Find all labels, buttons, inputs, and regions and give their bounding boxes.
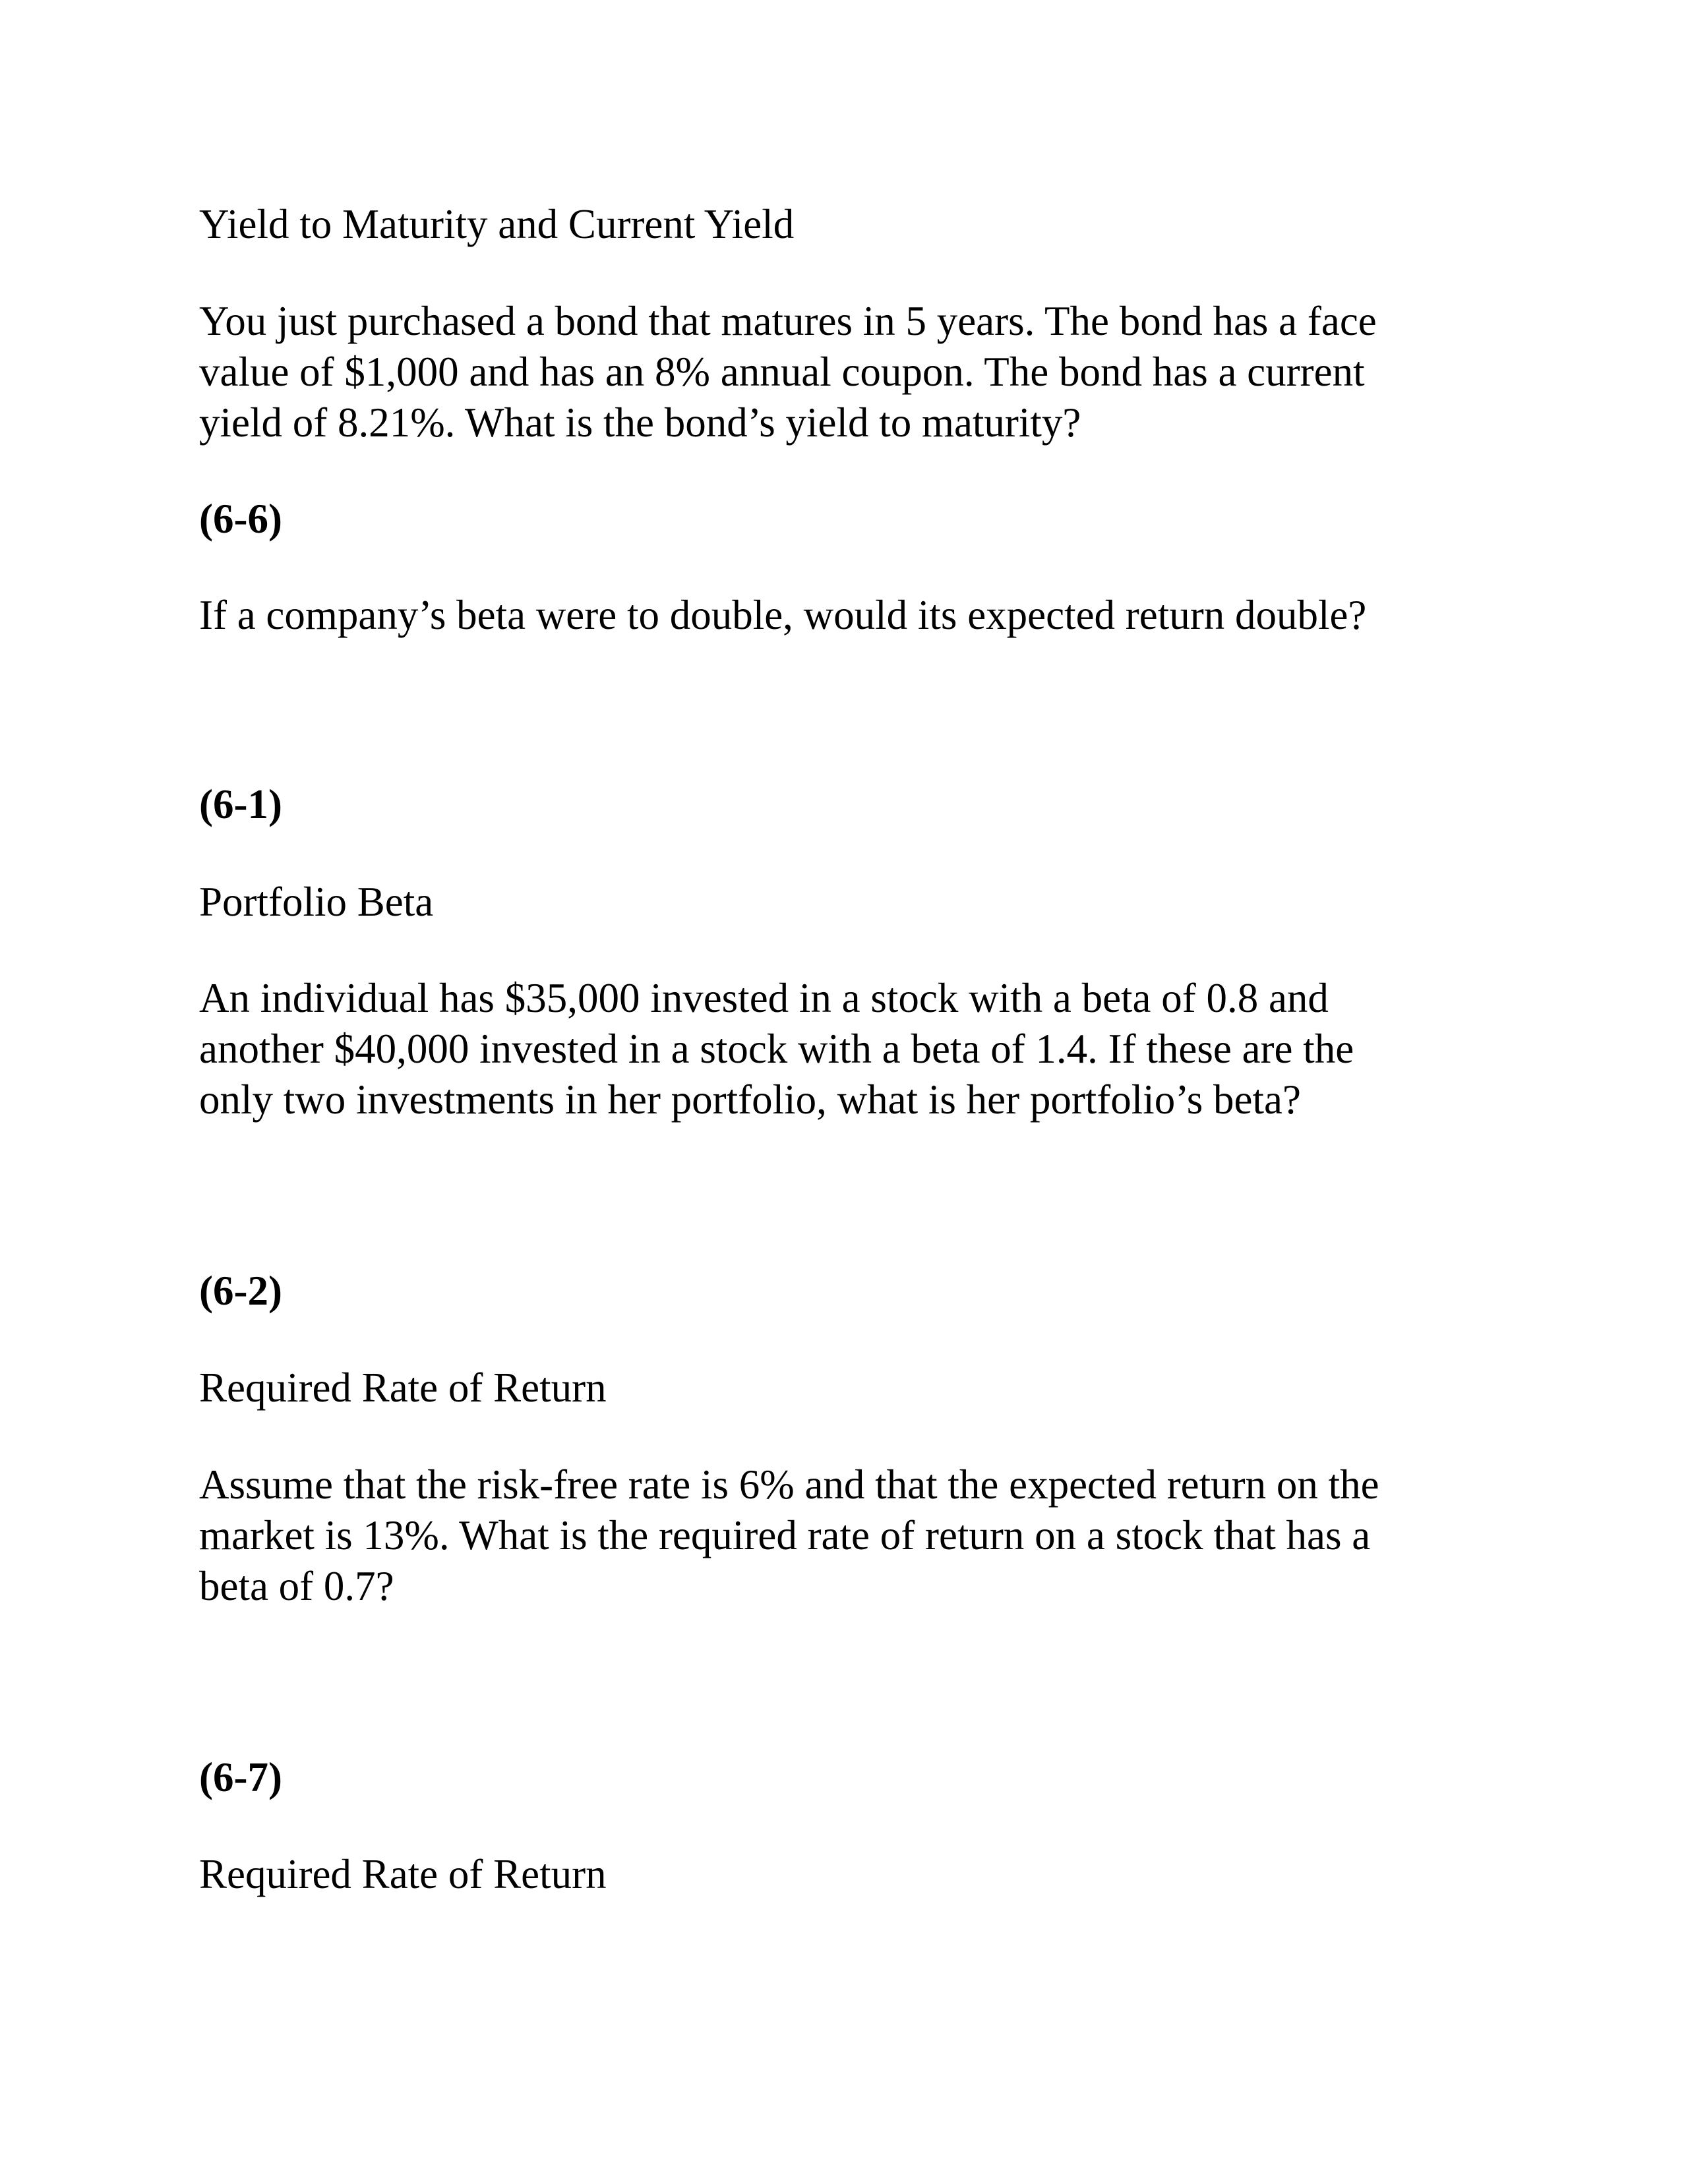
question-text-6-6: If a company’s beta were to double, would its expected return double? [199,592,1367,638]
question-text-6-1-line-3: only two investments in her portfolio, what is her portfolio’s beta? [199,1077,1301,1123]
problem-label-6-7: (6-7) [199,1754,282,1800]
question-text-6-2-line-3: beta of 0.7? [199,1563,394,1609]
section-title-portfolio-beta: Portfolio Beta [199,879,434,925]
question-text-6-1-line-2: another $40,000 invested in a stock with a beta of 1.4. If these are the [199,1026,1354,1072]
question-text-6-2-line-2: market is 13%. What is the required rate of return on a stock that has a [199,1512,1371,1558]
question-text-6-2-line-1: Assume that the risk-free rate is 6% and that the expected return on the [199,1461,1379,1508]
problem-label-6-2: (6-2) [199,1268,282,1314]
question-text-6-1-line-1: An individual has $35,000 invested in a stock with a beta of 0.8 and [199,975,1329,1021]
section-title-required-return-6-7: Required Rate of Return [199,1851,607,1897]
question-text-ytm-line-3: yield of 8.21%. What is the bond’s yield to maturity? [199,399,1081,446]
question-text-ytm-line-1: You just purchased a bond that matures in 5 years. The bond has a face [199,298,1377,344]
problem-label-6-6: (6-6) [199,496,282,542]
problem-label-6-1: (6-1) [199,781,282,827]
question-text-ytm-line-2: value of $1,000 and has an 8% annual coupon. The bond has a current [199,349,1365,395]
section-title-required-return-6-2: Required Rate of Return [199,1365,607,1411]
section-title-ytm: Yield to Maturity and Current Yield [199,201,795,247]
